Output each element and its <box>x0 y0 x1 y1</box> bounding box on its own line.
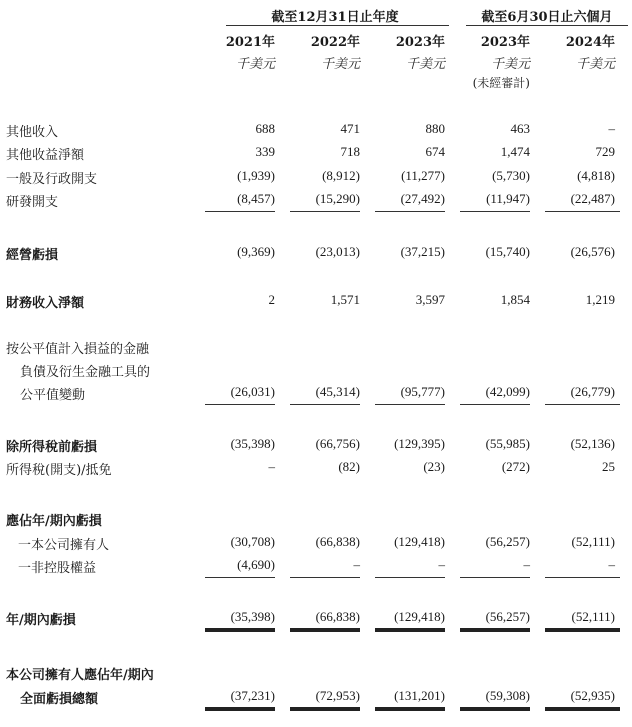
table-cell: (42,099) <box>485 384 530 399</box>
total-double-rule <box>205 628 275 632</box>
subtotal-rule <box>290 577 360 578</box>
table-cell: 1,571 <box>330 292 360 307</box>
table-cell: 1,854 <box>500 292 530 307</box>
table-cell: (22,487) <box>570 191 615 206</box>
table-cell: (52,111) <box>571 609 615 624</box>
total-double-rule <box>460 707 530 711</box>
subtotal-rule <box>375 404 445 405</box>
table-cell: (129,395) <box>394 436 445 451</box>
unit-col-5: 千美元 <box>575 57 615 72</box>
table-cell: 25 <box>602 459 615 474</box>
total-double-rule <box>205 707 275 711</box>
unaudited-note: (未經審計) <box>472 76 530 90</box>
table-cell: (23) <box>423 459 445 474</box>
table-cell: (26,779) <box>570 384 615 399</box>
table-cell: (52,111) <box>571 534 615 549</box>
table-cell: (1,939) <box>237 168 275 183</box>
year-col-1: 2021年 <box>225 35 275 50</box>
header-group-year-rule <box>226 25 449 26</box>
table-cell: 674 <box>425 144 445 159</box>
table-cell: 2 <box>268 292 275 307</box>
total-double-rule <box>375 707 445 711</box>
table-cell: 688 <box>255 121 275 136</box>
table-cell: (52,136) <box>570 436 615 451</box>
subtotal-rule <box>460 404 530 405</box>
table-cell: (15,740) <box>485 244 530 259</box>
row-label-operating-loss: 經營虧損 <box>6 248 59 263</box>
row-label-comprehensive-loss-line-1: 本公司擁有人應佔年/期內 <box>6 668 154 683</box>
table-cell: (26,576) <box>570 244 615 259</box>
table-cell: (72,953) <box>315 688 360 703</box>
table-cell: 880 <box>425 121 445 136</box>
table-cell: (23,013) <box>315 244 360 259</box>
table-cell: (9,369) <box>237 244 275 259</box>
table-cell: (56,257) <box>485 534 530 549</box>
unit-col-3: 千美元 <box>405 57 445 72</box>
table-cell: (27,492) <box>400 191 445 206</box>
table-cell: (272) <box>501 459 530 474</box>
total-double-rule <box>290 628 360 632</box>
header-group-year: 截至12月31日止年度 <box>271 10 399 25</box>
header-group-half: 截至6月30日止六個月 <box>481 10 613 25</box>
year-col-5: 2024年 <box>565 35 615 50</box>
header-group-half-rule <box>466 25 628 26</box>
subtotal-rule <box>545 404 620 405</box>
table-cell: (131,201) <box>394 688 445 703</box>
table-cell: – <box>523 557 530 572</box>
row-label-rd-expenses: 研發開支 <box>6 195 59 210</box>
subtotal-rule <box>205 577 275 578</box>
row-label-loss-for-period: 年/期內虧損 <box>6 613 76 628</box>
row-label-non-controlling: 一非控股權益 <box>18 561 97 576</box>
table-cell: (82) <box>338 459 360 474</box>
table-cell: 1,219 <box>585 292 615 307</box>
table-cell: (66,756) <box>315 436 360 451</box>
total-double-rule <box>460 628 530 632</box>
row-label-owners: 一本公司擁有人 <box>18 538 110 553</box>
row-label-finance-income: 財務收入淨額 <box>6 296 85 311</box>
table-cell: 729 <box>595 144 615 159</box>
table-cell: (37,215) <box>400 244 445 259</box>
table-cell: (30,708) <box>230 534 275 549</box>
table-cell: (95,777) <box>400 384 445 399</box>
table-cell: (35,398) <box>230 436 275 451</box>
subtotal-rule <box>545 577 620 578</box>
table-cell: (4,818) <box>577 168 615 183</box>
table-cell: (11,277) <box>401 168 445 183</box>
row-label-comprehensive-loss-line-2: 全面虧損總額 <box>20 692 99 707</box>
row-label-income-tax: 所得稅(開支)/抵免 <box>6 463 112 478</box>
table-cell: 3,597 <box>415 292 445 307</box>
unit-col-4: 千美元 <box>490 57 530 72</box>
table-cell: (26,031) <box>230 384 275 399</box>
total-double-rule <box>290 707 360 711</box>
table-cell: (66,838) <box>315 534 360 549</box>
table-cell: (8,912) <box>322 168 360 183</box>
row-label-other-gains: 其他收益淨額 <box>6 148 85 163</box>
total-double-rule <box>545 628 620 632</box>
subtotal-rule <box>290 211 360 212</box>
row-label-admin-expenses: 一般及行政開支 <box>6 172 98 187</box>
table-cell: – <box>353 557 360 572</box>
table-cell: – <box>608 121 615 136</box>
row-label-loss-before-tax: 除所得稅前虧損 <box>6 440 98 455</box>
table-cell: 471 <box>340 121 360 136</box>
table-cell: (66,838) <box>315 609 360 624</box>
subtotal-rule <box>205 211 275 212</box>
total-double-rule <box>545 707 620 711</box>
unit-col-1: 千美元 <box>235 57 275 72</box>
year-col-3: 2023年 <box>395 35 445 50</box>
subtotal-rule <box>545 211 620 212</box>
table-cell: (15,290) <box>315 191 360 206</box>
row-label-loss-attributable: 應佔年/期內虧損 <box>6 514 102 529</box>
table-cell: (5,730) <box>492 168 530 183</box>
table-cell: 339 <box>255 144 275 159</box>
table-cell: (59,308) <box>485 688 530 703</box>
total-double-rule <box>375 628 445 632</box>
subtotal-rule <box>290 404 360 405</box>
row-label-fair-value-line-2: 負債及衍生金融工具的 <box>20 365 151 380</box>
table-cell: – <box>608 557 615 572</box>
table-cell: (45,314) <box>315 384 360 399</box>
subtotal-rule <box>460 211 530 212</box>
table-cell: 718 <box>340 144 360 159</box>
year-col-4: 2023年 <box>480 35 530 50</box>
table-cell: (8,457) <box>237 191 275 206</box>
table-cell: 1,474 <box>500 144 530 159</box>
table-cell: (56,257) <box>485 609 530 624</box>
table-cell: 463 <box>510 121 530 136</box>
table-cell: (129,418) <box>394 534 445 549</box>
subtotal-rule <box>205 404 275 405</box>
row-label-fair-value-line-3: 公平值變動 <box>20 388 86 403</box>
table-cell: (11,947) <box>486 191 530 206</box>
unit-col-2: 千美元 <box>320 57 360 72</box>
subtotal-rule <box>375 577 445 578</box>
table-cell: (55,985) <box>485 436 530 451</box>
row-label-fair-value-line-1: 按公平值計入損益的金融 <box>6 342 150 357</box>
table-cell: (129,418) <box>394 609 445 624</box>
year-col-2: 2022年 <box>310 35 360 50</box>
subtotal-rule <box>460 577 530 578</box>
table-cell: – <box>268 459 275 474</box>
row-label-other-income: 其他收入 <box>6 125 59 140</box>
table-cell: (52,935) <box>570 688 615 703</box>
table-cell: (37,231) <box>230 688 275 703</box>
table-cell: (4,690) <box>237 557 275 572</box>
table-cell: – <box>438 557 445 572</box>
subtotal-rule <box>375 211 445 212</box>
table-cell: (35,398) <box>230 609 275 624</box>
